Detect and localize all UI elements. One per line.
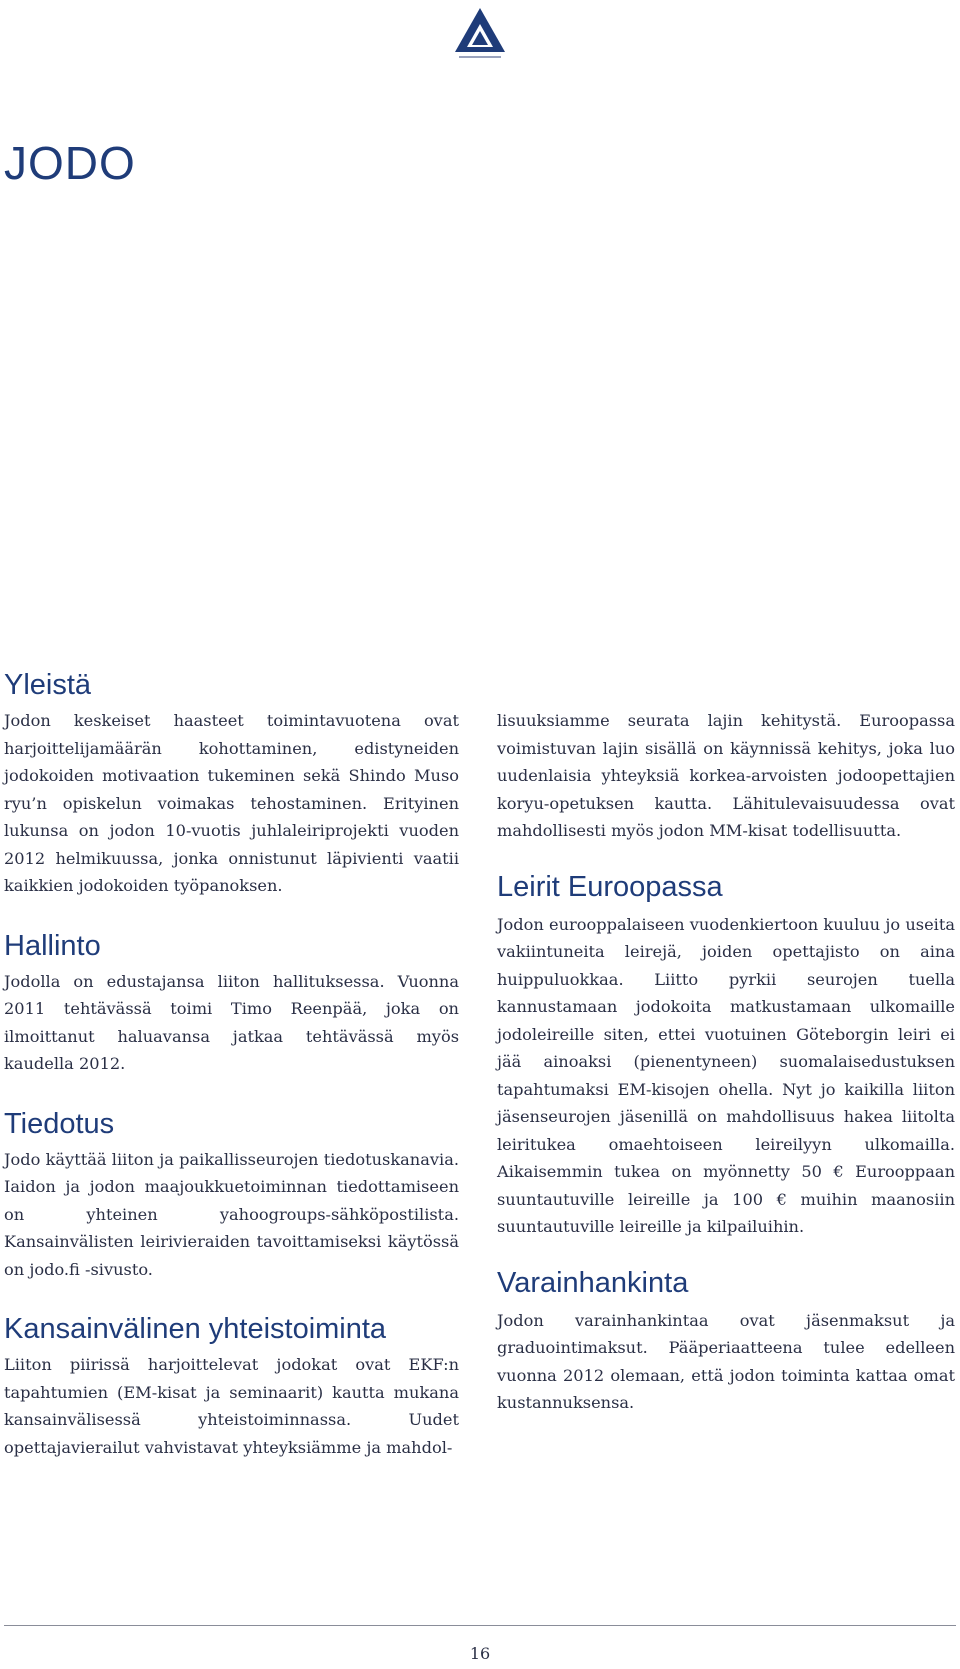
section-heading-leirit: Leirit Euroopassa	[497, 870, 723, 903]
triangle-emblem-icon	[449, 4, 511, 64]
section-heading-yleista: Yleistä	[4, 669, 92, 701]
section-heading-kansainvalinen: Kansainvälinen yhteistoiminta	[4, 1313, 387, 1345]
left-column	[4, 667, 459, 1461]
section-text-yleista: Jodon keskeiset haasteet toimintavuotena ovat harjoittelijamäärän kohottaminen, edistyneiden jodokoiden motivaation tukeminen sekä Shindo Muso ryu’n opiskelun voimakas tehostaminen. Erityinen lukunsa on jodon 10-vuotis juhlaleiriprojekti vuoden 2012 helmikuussa, jonka onnistunut läpivienti vaatii kaikkien jodokoiden työpanoksen.	[4, 711, 459, 895]
section-heading-hallinto: Hallinto	[4, 929, 101, 962]
section-text-kansainvalinen: Liiton piirissä harjoittelevat jodokat ovat EKF:n tapahtumien (EM-kisat ja seminaarit) kautta mukana kansainvälisessä yhteistoiminnassa. Uudet opettajavierailut vahvistavat yhteyksiämme ja mahdol-	[4, 1355, 459, 1457]
section-text-tiedotus: Jodo käyttää liiton ja paikallisseurojen tiedotuskanavia. Iaidon ja jodon maajoukkuetoiminnan tiedottamiseen on yhteinen yahoogroups-sähköpostilista. Kansainvälisten leirivieraiden tavoittamiseksi käytössä on jodo.fi -sivusto.	[4, 1149, 459, 1279]
page-number: 16	[469, 1644, 491, 1663]
page-title: JODO	[4, 137, 136, 189]
section-heading-tiedotus: Tiedotus	[4, 1107, 115, 1140]
footer-divider	[4, 1625, 956, 1626]
section-text-hallinto: Jodolla on edustajansa liiton hallituksessa. Vuonna 2011 tehtävässä toimi Timo Reenpää, joka on ilmoittanut haluavansa jatkaa tehtävässä myös kaudella 2012.	[4, 971, 459, 1073]
right-column	[497, 707, 955, 1417]
section-text-varainhankinta: Jodon varainhankintaa ovat jäsenmaksut ja graduointimaksut. Pääperiaatteena tulee edelleen vuonna 2012 olemaan, että jodon toiminta kattaa omat kustannuksensa.	[497, 1310, 955, 1412]
continuation-text: lisuuksiamme seurata lajin kehitystä. Euroopassa voimistuvan lajin sisällä on käynnissä kehitys, joka luo uudenlaisia yhteyksiä korkea-arvoisten jodoopettajien koryu-opetuksen kautta. Lähitulevaisuudessa ovat mahdollisesti myös jodon MM-kisat todellisuutta.	[497, 711, 955, 840]
section-heading-varainhankinta: Varainhankinta	[497, 1266, 689, 1299]
section-text-leirit: Jodon eurooppalaiseen vuodenkiertoon kuuluu jo useita vakiintuneita leirejä, joiden opettajisto on aina huippuluokkaa. Liitto pyrkii seurojen tuella kannustamaan jodokoita matkustamaan ulkomaille jodoleireille siten, ettei vuotuinen Göteborgin leiri ei jää ainoaksi (pienentyneen) suomalaisedustuksen tapahtumaksi EM-kisojen ohella. Nyt jo kaikilla liiton jäsenseurojen jäsenillä on mahdollisuus hakea liitolta leiritukea omaehtoiseen leireilyyn ulkomailla. Aikaisemmin tukea on myönnetty 50 € Eurooppaan suuntautuville leireille ja 100 € muihin maanosiin suuntautuville leireille ja kilpailuihin.	[497, 914, 955, 1236]
